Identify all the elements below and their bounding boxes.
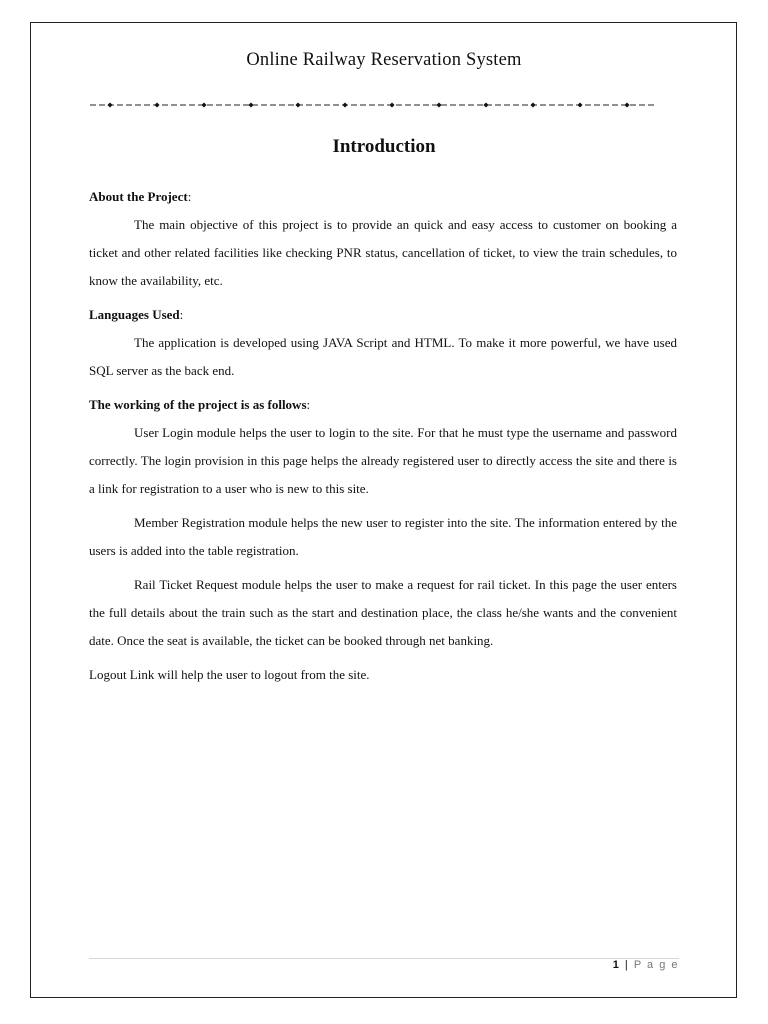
divider-diamond (154, 102, 159, 107)
member-registration-paragraph: Member Registration module helps the new user to register into the site. The information entered by the users is added into the table registration. (89, 515, 677, 558)
rail-ticket-request-paragraph: Rail Ticket Request module helps the user to make a request for rail ticket. In this page the user enters the full details about the train such as the start and destination place, the class he/she wants and the convenient date. Once the seat is available, the ticket can be booked through net banking. (89, 577, 677, 648)
page-footer (613, 959, 679, 971)
page-label: P a g e (633, 959, 679, 971)
document-title: Online Railway Reservation System (246, 50, 522, 70)
about-paragraph: The main objective of this project is to provide an quick and easy access to customer on booking a ticket and other related facilities like checking PNR status, cancellation of ticket, to view the train schedules, to know the availability, etc. (89, 217, 677, 288)
decorative-divider (90, 99, 656, 111)
divider-diamond (107, 102, 112, 107)
working-heading: The working of the project is as follows: (89, 397, 311, 412)
divider-diamond (201, 102, 206, 107)
footer-separator: | (624, 959, 630, 971)
divider-diamond (624, 102, 629, 107)
user-login-paragraph: User Login module helps the user to login to the site. For that he must type the username and password correctly. The login provision in this page helps the already registered user to directly access the site and there is a link for registration to a user who is new to this site. (89, 425, 677, 496)
divider-diamond (530, 102, 535, 107)
footer-rule (89, 958, 679, 959)
logout-paragraph: Logout Link will help the user to logout from the site. (89, 667, 370, 682)
divider-diamond (577, 102, 582, 107)
divider-diamond (389, 102, 394, 107)
about-heading: About the Project: (89, 189, 192, 204)
divider-diamond (436, 102, 441, 107)
divider-diamond (295, 102, 300, 107)
languages-paragraph: The application is developed using JAVA Script and HTML. To make it more powerful, we have used SQL server as the back end. (89, 335, 677, 378)
languages-heading: Languages Used: (89, 307, 184, 322)
divider-diamond (248, 102, 253, 107)
document-body (89, 183, 677, 689)
page-number: 1 (612, 959, 621, 971)
divider-diamond (483, 102, 488, 107)
section-title: Introduction (332, 136, 436, 157)
divider-diamond (342, 102, 347, 107)
